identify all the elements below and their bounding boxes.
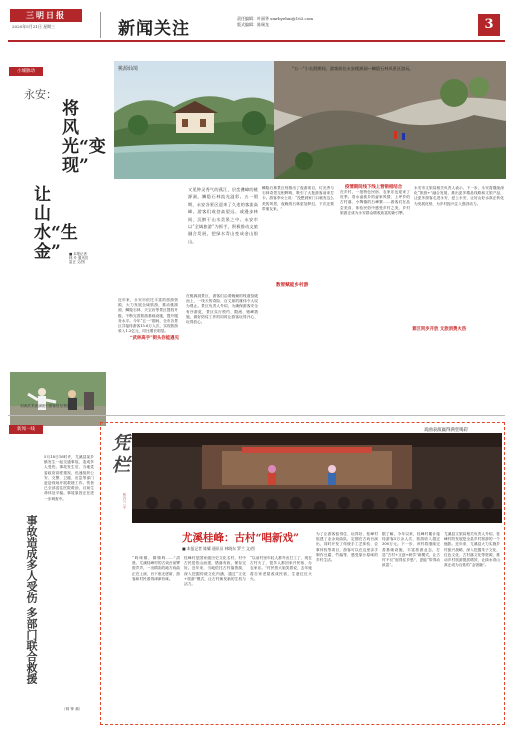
subhead-1: “武林高手”街头你能遇见 <box>130 336 179 341</box>
page-number: 3 <box>478 14 500 36</box>
martial-arts-image <box>10 372 106 426</box>
editor-line: 责任编辑：叶丽华 smrbyehui@163.com <box>237 16 313 21</box>
side-story-text: 5月18日16时许，尤溪县某乡镇发生一起交通事故，造成多人受伤。事故发生后，当地党委政府高度重视，迅速组织公安、交警、卫健、应急等部门赶赴现场开展救援工作。伤者已全部送往医院救治，目前生命体征平稳。事故原因正在进一步调查中。 <box>44 455 94 501</box>
feature-body-4: 在乡村，一批特色民宿、农家乐也迎来了旺季。青水畲族乡的畲家风情、上坪乡的古村落、小陶镇的石峰寨……游客们在品尝美食、体验民俗中感受乡村之美，乡村旅游正成为永安群众增收致富的新引擎。 <box>340 190 410 215</box>
bottom-body-5: 尤溪县文旅局相关负责人介绍，桂峰村的发展是全县乡村旅游的一个缩影。近年来，尤溪县大力实施乡村振兴战略，深入挖掘朱子文化、红色文化、古村落文化等资源，推动乡村旅游提质增效，让绿水青山真正成为百姓的“金饭碗”。 <box>444 532 500 568</box>
section-tag-bottom: 新闻一线 <box>9 425 43 434</box>
scenic-village-photo <box>114 61 274 179</box>
feature-byline: ■ 本报记者 林 升 通讯员 雷正 文/图 <box>69 252 89 265</box>
inset-caption: 戏曲表演赢得满堂喝彩 <box>424 428 468 433</box>
bottom-body-3: 为了让游客留得住、玩得好，桂峰村组建了业余戏曲队，定期在古戏台演出，同时开发了传统手工艺体验、农事体验等项目，游客可以在这里亲手制作豆腐、竹编等，感受原汁原味的乡村生活。 <box>316 532 378 563</box>
editor-credits <box>237 16 313 28</box>
feature-body-5: 永安市文旅局相关负责人表示，下一步，永安将继续深化“旅游+”融合发展，推出更多精品线路和文旅产品，让更多游客走进永安、爱上永安，让好山好水真正转化为发展优势，为乡村振兴注入强劲动力。 <box>414 186 504 206</box>
bottom-body-1: 桂峰村是国家级历史文化名村，村中古民居依山而建，错落有致，保存完好。近年来，当地依托古村落资源，深入挖掘传统文化内涵，通过“文化+旅游”模式，让古村焕发新的生机与活力。 <box>184 556 246 587</box>
opera-stage-photo <box>132 433 502 523</box>
martial-arts-photo <box>10 372 106 426</box>
subhead-3: 数智赋能乡村游 <box>276 283 309 288</box>
issue-date: 2020年5月21日 星期三 <box>12 24 56 29</box>
feature-divider <box>8 415 505 416</box>
photo-caption-bottom-left: 刘涛武术表演吸引游客驻足观看。 <box>20 404 74 408</box>
feature-body-3: 鳞隐石林景区则推出了夜游项目，灯光秀与石林奇景交相辉映，吸引了大批游客前来打卡。游客李女士说：“没想到家门口就有这么美的风景，夜晚的石林更加梦幻，下次还要带朋友来。” <box>262 186 334 211</box>
top-rule <box>8 40 505 42</box>
photo-caption-top-left: 桃源仙境 <box>118 66 139 72</box>
bottom-headline: 尤溪桂峰：古村“唱新戏” <box>182 532 300 544</box>
subhead-4: 景区同步开放 文旅消费火热 <box>412 327 467 332</box>
bottom-byline: ■ 本报记者 陈耀 通讯员 林晓东 罗兰 文/图 <box>182 546 255 551</box>
bottom-body-4: 据了解，今年以来，桂峰村累计接待游客5万余人次，旅游收入超过300万元。下一步，该村将继续完善基础设施，丰富旅游业态，打造“古村+文创+研学”新模式，让古村不仅“留得住乡愁”，更能“带得动致富”。 <box>382 532 440 568</box>
bottom-body-2: “以前村里年轻人都外出打工了，现在古村火了，很多人都回来开民宿、办农家乐。”村民蔡大姐笑着说，去年她将自家老屋改成民宿，生意红红火火。 <box>250 556 312 581</box>
newspaper-logo: 三明日报 <box>10 9 82 22</box>
column-logo <box>106 433 128 523</box>
feature-place: 永安： <box>24 88 57 101</box>
column-logo-sub: 张 白 三 平 <box>122 493 126 509</box>
side-story-title: 事故造成多人受伤 多部门联合救援 <box>25 515 38 684</box>
opera-photo <box>132 433 502 523</box>
photo-caption-top-right: “五一”小长假期间，游客前往永安桃源洞—鳞隐石林风景区游玩。 <box>292 66 414 71</box>
feature-headline-b: 让山水“生金” <box>34 185 78 262</box>
subhead-2: 疫情期间线下线上营销相结合 <box>345 185 403 190</box>
stone-forest-photo <box>274 61 506 179</box>
feature-body-1: 近年来，永安市依托丰富的旅游资源，大力发展全域旅游，推动桃源洞、鳞隐石林、天宝岩等景区提档升级，不断完善旅游基础设施，提升服务水平。今年“五一”期间，全市各景区共接待游客15.6万人次，实现旅游收入1.2亿元，同比增长明显。 <box>118 298 178 334</box>
feature-main-photo <box>114 61 274 179</box>
section-tag: 小城脉动 <box>9 67 43 76</box>
feature-body-2: 在桃源洞景区，游客们沿着蜿蜒的栈道拾级而上，一线天的奇险、百丈崖的雄伟令人叹为观止。景区负责人介绍，为确保游客安全有序游览，景区实行预约、限流、错峰措施，做好防疫工作的同时让游客玩得开心、玩得放心。 <box>186 294 258 325</box>
side-story-credit: （林 钟 翁） <box>62 707 83 711</box>
bottom-intro: “咚咚锵，锵锵咚……”清晨，尤溪桂峰村的古戏台前锣鼓声声，一出精彩的地方戏曲正在上演，台下座无虚席，游客和村民看得津津有味。 <box>132 556 180 581</box>
layout-editor-line: 版式编辑：陈瑞龙 <box>237 22 269 27</box>
section-title: 新闻关注 <box>118 19 190 39</box>
feature-headline-a: 将风光“变现” <box>62 99 106 176</box>
feature-lead: 又见钟灵秀气的燕江，层峦叠嶂的桃源洞，鳞隐石林流光溢彩。五一假期，永安各景区迎来了久违的客流高峰。游客们或登高望远、或漫步林间，沉醉于山水美景之中。永安市以“全域旅游”为抓手，积极推动文旅融合发展，把绿水青山变成金山银山。 <box>188 187 258 244</box>
feature-rock-photo <box>274 61 506 179</box>
header-divider <box>100 12 101 38</box>
column-logo-text: 凭栏 <box>109 433 130 477</box>
